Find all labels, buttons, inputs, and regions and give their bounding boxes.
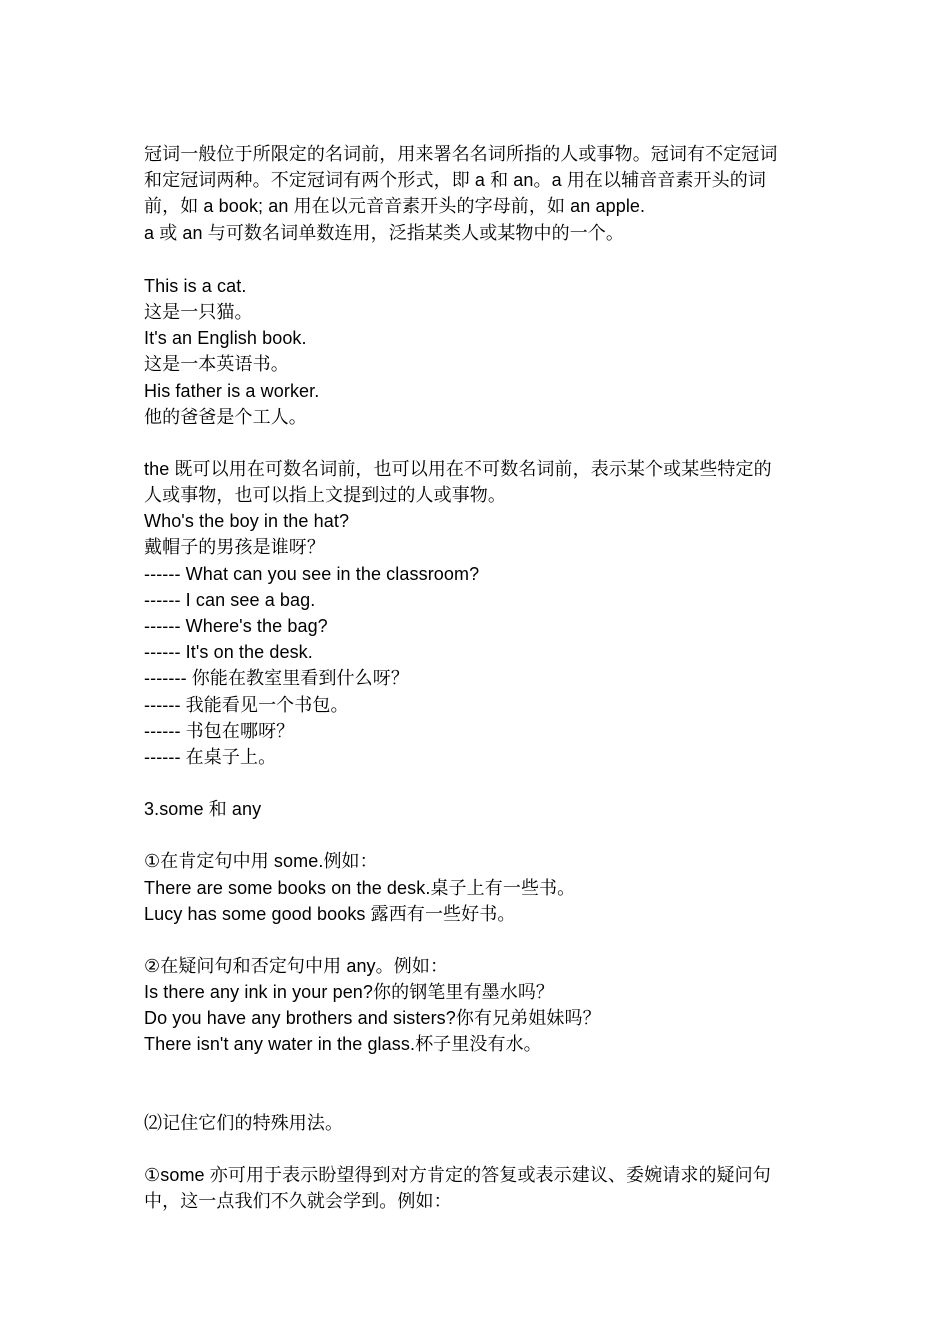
example-english: This is a cat. bbox=[144, 275, 247, 296]
intro-paragraph bbox=[144, 141, 814, 246]
example-english: It's an English book. bbox=[144, 328, 307, 349]
dialogue-line: ------ 我能看见一个书包。 bbox=[144, 694, 349, 715]
example-line: Is there any ink in your pen?你的钢笔里有墨水吗？ bbox=[144, 982, 555, 1003]
example-chinese: 这是一本英语书。 bbox=[144, 354, 289, 375]
rule-line: ①在肯定句中用 some.例如： bbox=[144, 851, 378, 872]
dialogue-line: ------- 你能在教室里看到什么呀？ bbox=[144, 668, 409, 689]
dialogue-line: ------ It's on the desk. bbox=[144, 642, 313, 663]
special-usage-heading: ⑵记住它们的特殊用法。 bbox=[144, 1112, 344, 1133]
dialogue-line: ------ 在桌子上。 bbox=[144, 746, 277, 767]
example-line: There isn't any water in the glass.杯子里没有水。 bbox=[144, 1034, 542, 1055]
example-english: His father is a worker. bbox=[144, 380, 320, 401]
text-line: the 既可以用在可数名词前，也可以用在不可数名词前，表示某个或某些特定的 bbox=[144, 458, 772, 479]
examples-indefinite-article bbox=[144, 273, 814, 430]
text-line: 前，如 a book; an 用在以元音音素开头的字母前，如 an apple. bbox=[144, 196, 646, 217]
dialogue-line: ------ I can see a bag. bbox=[144, 589, 316, 610]
text-line: a 或 an 与可数名词单数连用，泛指某类人或某物中的一个。 bbox=[144, 222, 625, 243]
text-line: 人或事物，也可以指上文提到过的人或事物。 bbox=[144, 485, 506, 506]
examples-definite-article bbox=[144, 508, 814, 770]
dialogue-line: ------ Where's the bag? bbox=[144, 616, 328, 636]
rule-affirmative bbox=[144, 848, 814, 927]
document-page bbox=[144, 141, 814, 1214]
example-chinese: 他的爸爸是个工人。 bbox=[144, 406, 307, 427]
text-line: 和定冠词两种。不定冠词有两个形式，即 a 和 an。a 用在以辅音音素开头的词 bbox=[144, 170, 766, 191]
rule-some-special bbox=[144, 1162, 814, 1214]
rule-line: ②在疑问句和否定句中用 any。例如： bbox=[144, 955, 449, 976]
rule-question-negative bbox=[144, 953, 814, 1058]
rule-line: 中，这一点我们不久就会学到。例如： bbox=[144, 1191, 452, 1211]
example-line: There are some books on the desk.桌子上有一些书。 bbox=[144, 877, 576, 898]
example-chinese: 戴帽子的男孩是谁呀？ bbox=[144, 537, 325, 558]
example-line: Lucy has some good books 露西有一些好书。 bbox=[144, 903, 516, 924]
dialogue-line: ------ 书包在哪呀？ bbox=[144, 720, 295, 741]
example-english: Who's the boy in the hat? bbox=[144, 511, 350, 532]
definite-article-paragraph bbox=[144, 456, 814, 508]
section-heading: 3.some 和 any bbox=[144, 799, 262, 820]
example-chinese: 这是一只猫。 bbox=[144, 301, 253, 322]
text-line: 冠词一般位于所限定的名词前，用来署名名词所指的人或事物。冠词有不定冠词 bbox=[144, 144, 778, 164]
example-line: Do you have any brothers and sisters?你有兄弟姐妹吗？ bbox=[144, 1008, 601, 1029]
dialogue-line: ------ What can you see in the classroom? bbox=[144, 563, 480, 584]
rule-line: ①some 亦可用于表示盼望得到对方肯定的答复或表示建议、委婉请求的疑问句 bbox=[144, 1164, 771, 1185]
